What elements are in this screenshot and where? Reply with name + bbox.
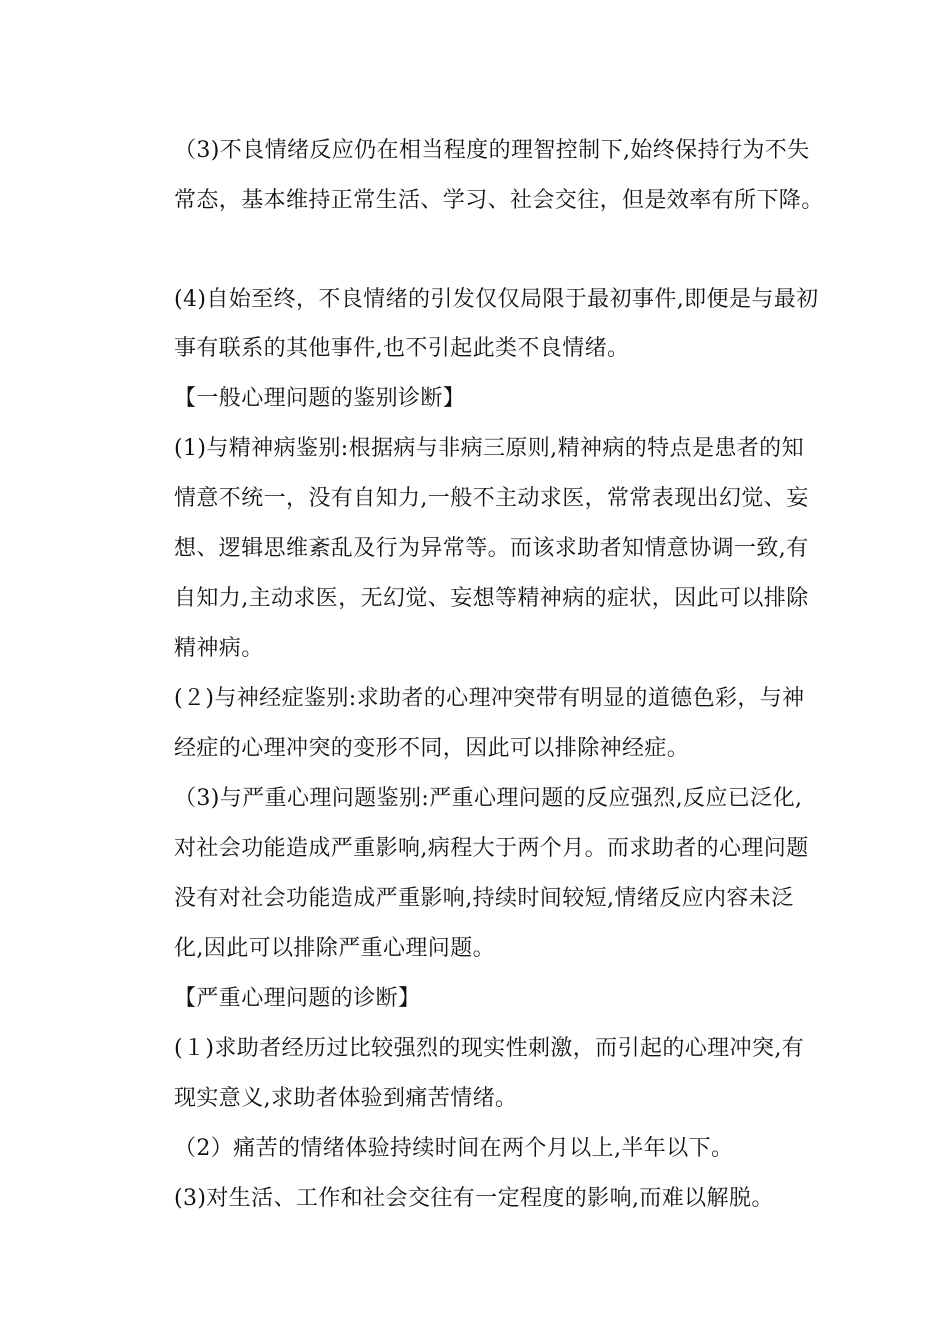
paragraph-line: 想、逻辑思维紊乱及行为异常等。而该求助者知情意协调一致,有 [174,536,809,561]
paragraph-line: (3)对生活、工作和社会交往有一定程度的影响,而难以解脱。 [174,1186,774,1211]
paragraph-line: （2）痛苦的情绪体验持续时间在两个月以上,半年以下。 [174,1136,734,1161]
paragraph-line: (4)自始至终，不良情绪的引发仅仅局限于最初事件,即便是与最初 [174,287,819,312]
paragraph-line: 现实意义,求助者体验到痛苦情绪。 [174,1086,518,1111]
paragraph-line: 对社会功能造成严重影响,病程大于两个月。而求助者的心理问题 [174,836,809,861]
paragraph-line: 没有对社会功能造成严重影响,持续时间较短,情绪反应内容未泛 [174,886,794,911]
section-heading: 【一般心理问题的鉴别诊断】 [174,386,466,411]
paragraph-line: 事有联系的其他事件,也不引起此类不良情绪。 [174,336,630,361]
section-heading: 【严重心理问题的诊断】 [174,986,421,1011]
paragraph-line: (1)与精神病鉴别:根据病与非病三原则,精神病的特点是患者的知 [174,436,804,461]
paragraph-line: 常态，基本维持正常生活、学习、社会交往，但是效率有所下降。 [174,188,824,213]
paragraph-line: （3)与严重心理问题鉴别:严重心理问题的反应强烈,反应已泛化, [174,786,803,811]
paragraph-line: 经症的心理冲突的变形不同，因此可以排除神经症。 [174,736,690,761]
paragraph-line: （3)不良情绪反应仍在相当程度的理智控制下,始终保持行为不失 [174,138,810,163]
paragraph-line: 精神病。 [174,636,264,661]
paragraph-line: (１)求助者经历过比较强烈的现实性刺激，而引起的心理冲突,有 [174,1036,805,1061]
paragraph-line: 情意不统一，没有自知力,一般不主动求医，常常表现出幻觉、妄 [174,486,809,511]
paragraph-line: 化,因此可以排除严重心理问题。 [174,936,495,961]
paragraph-line: 自知力,主动求医，无幻觉、妄想等精神病的症状，因此可以排除 [174,586,809,611]
paragraph-line: (２)与神经症鉴别:求助者的心理冲突带有明显的道德色彩，与神 [174,686,805,711]
